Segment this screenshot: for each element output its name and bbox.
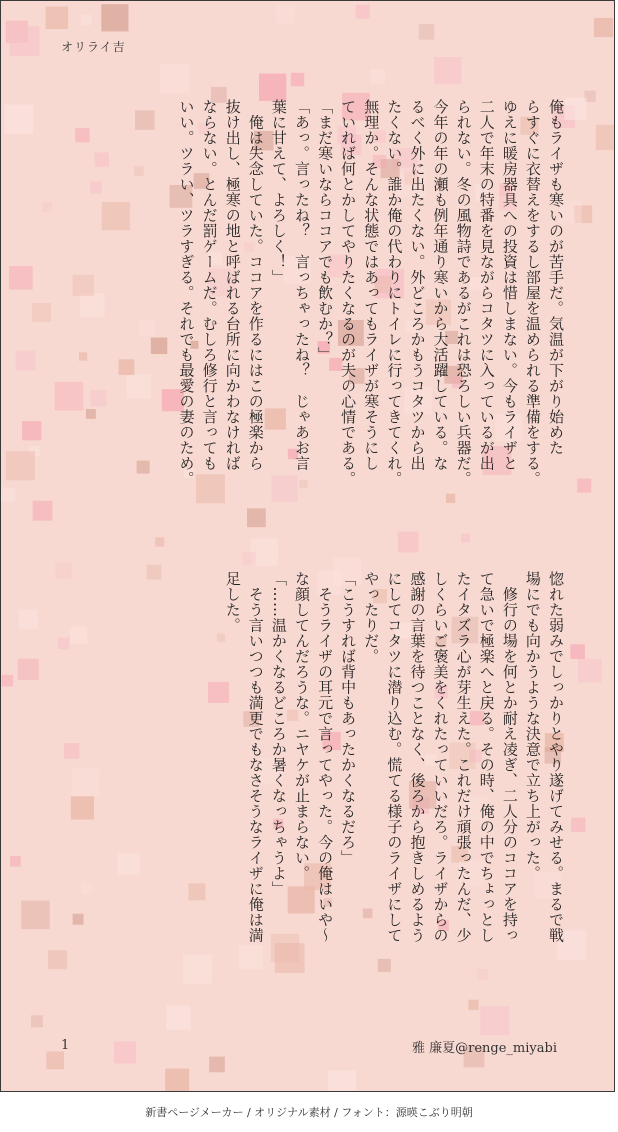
confetti-square xyxy=(32,303,51,322)
confetti-square xyxy=(46,7,69,30)
confetti-square xyxy=(259,74,286,101)
confetti-square xyxy=(33,501,53,521)
confetti-square xyxy=(565,98,587,120)
confetti-square xyxy=(419,24,435,39)
confetti-square xyxy=(101,4,128,31)
confetti-square xyxy=(10,26,40,56)
confetti-square xyxy=(114,1042,136,1064)
confetti-square xyxy=(291,73,305,87)
confetti-square xyxy=(81,15,91,25)
confetti-square xyxy=(9,266,33,290)
text-block-lower: 惚れた弱みでしっかりとやり遂げてみせる。まるで戦 場にでも向かうような決意で立ち上がった。 修行の場を何とか耐え凌ぎ、二人分のココアを持っ て急いで極楽へと戻る。その時、俺の中でちょっとし たイタズラ心が芽生えた。これだけ頑張ったんだ、少 しくらいご褒美をくれたっていいだろ。ライザからの 感謝の言葉を待つことなく、後ろから抱きしめるよう にしてコタツに潜り込む。慌てる様子のライザにして やったりだ。 「こうすれば背中もあったかくなるだろ」 そうライザの耳元で言ってやった。今の俺はいや〜 な顔してんだろうな。ニヤケが止まらない。 「……温かくなるどころか暑くなっちゃうよ」 そう言いつつも満更でもなさそうなライザに俺は満 足した。 xyxy=(223,571,565,943)
confetti-square xyxy=(160,63,190,93)
text-block-upper: 俺もライザも寒いのが苦手だ。気温が下がり始めた らすぐに衣替えをするし部屋を温められる準備をする。 ゆえに暖房器具への投資は惜しまない。今もライザと 二人で年末の特番を見ながらコタツに入っているが出 られない。冬の風物詩であるがこれは恐ろしい兵器だ。 今年の年の瀬も例年通り寒いから大活躍している。な るべく外に出たくない。外どころかもうコタツから出 たくない。誰か俺の代わりにトイレに行ってきてくれ。 無理か。そんな状態ではあってもライザが寒そうにし ていれば何とかしてやりたくなるのが夫の心情である。 「まだ寒いならココアでも飲むか？」 「あっ。言ったね？ 言っちゃったね？ じゃあお言 葉に甘えて、よろしく！」 俺は失念していた。ココアを作るにはこの極楽から 抜け出し、極寒の地と呼ばれる台所に向かわなければ ならない。とんだ罰ゲームだ。むしろ修行と言っても いい。ツラい、ツラすぎる。それでも最愛の妻のため。 xyxy=(177,99,565,487)
confetti-square xyxy=(4,105,33,135)
page-number: 1 xyxy=(61,1038,70,1053)
confetti-square xyxy=(21,901,50,930)
confetti-square xyxy=(570,644,585,659)
confetti-square xyxy=(48,950,67,969)
confetti-square xyxy=(577,479,591,493)
confetti-square xyxy=(328,1070,356,1091)
confetti-square xyxy=(16,351,36,371)
confetti-square xyxy=(18,659,39,680)
confetti-square xyxy=(46,1052,64,1070)
page-title: オリライ吉 xyxy=(61,40,126,54)
confetti-square xyxy=(242,552,256,566)
confetti-square xyxy=(31,1015,43,1027)
confetti-square xyxy=(209,1057,225,1073)
maker-credit: 新書ページメーカー / オリジナル素材 / フォント：源暎こぶり明朝 xyxy=(145,1106,473,1119)
confetti-square xyxy=(578,659,602,683)
confetti-square xyxy=(6,451,35,480)
confetti-square xyxy=(276,5,295,24)
confetti-square xyxy=(19,610,38,629)
confetti-square xyxy=(596,125,614,150)
confetti-square xyxy=(10,856,21,867)
confetti-square xyxy=(2,675,14,687)
confetti-square xyxy=(165,1069,189,1091)
confetti-square xyxy=(571,818,585,832)
confetti-square xyxy=(356,5,370,19)
confetti-square xyxy=(1,488,15,502)
confetti-square xyxy=(370,69,385,84)
confetti-square xyxy=(434,57,461,84)
confetti-square xyxy=(594,18,613,37)
author-credit: 雅 廉夏@renge_miyabi xyxy=(412,1041,557,1056)
confetti-square xyxy=(42,202,52,212)
confetti-square xyxy=(22,421,41,440)
